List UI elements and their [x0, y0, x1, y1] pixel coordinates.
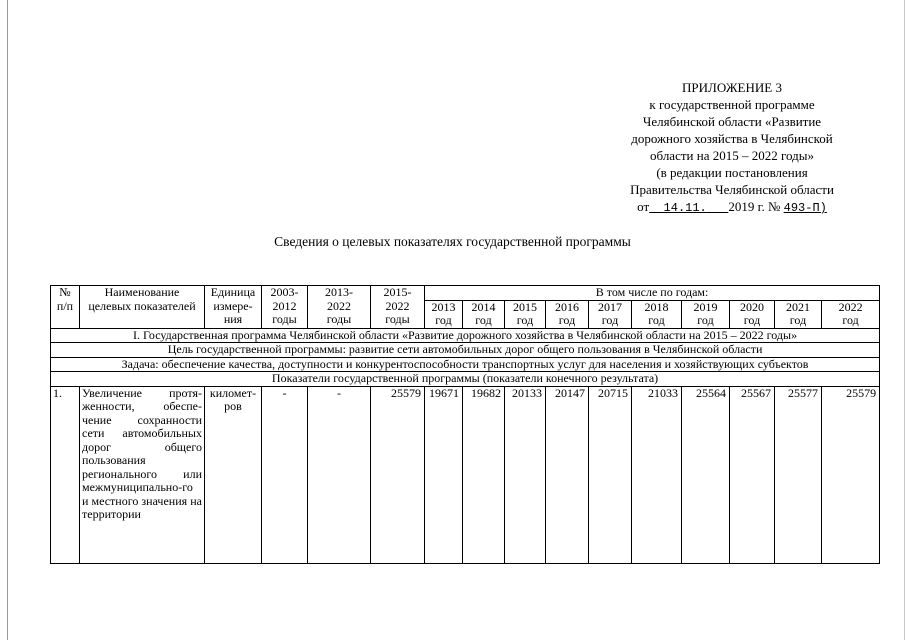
- row-value-2021: 25577: [775, 386, 822, 563]
- header-period-2003-2012: 2003- 2012 годы: [262, 286, 308, 329]
- header-year: 2014 год: [463, 300, 505, 328]
- row-period-2015-2022: 25579: [371, 386, 425, 563]
- order-prefix: от: [637, 199, 650, 214]
- appendix-line: Челябинской области «Развитие: [642, 114, 822, 129]
- header-year: 2017 год: [589, 300, 632, 328]
- order-mid: 2019 г. №: [728, 199, 781, 214]
- page-edge-line: [7, 0, 8, 640]
- row-value-2017: 20715: [589, 386, 632, 563]
- header-by-years: В том числе по годам:: [425, 286, 880, 301]
- header-year: 2019 год: [682, 300, 730, 328]
- row-value-2022: 25579: [822, 386, 880, 563]
- document-title: Сведения о целевых показателях государственной программы: [274, 234, 631, 249]
- indicators-table: [50, 285, 880, 564]
- table-row: [51, 386, 880, 563]
- header-year: 2022 год: [822, 300, 880, 328]
- order-number: 493-П): [783, 201, 827, 215]
- row-value-2018: 21033: [632, 386, 682, 563]
- order-reference: [612, 198, 852, 217]
- appendix-line: к государственной программе: [649, 97, 815, 112]
- row-value-2013: 19671: [425, 386, 463, 563]
- header-row: [51, 286, 880, 301]
- appendix-line: Правительства Челябинской области: [630, 182, 834, 197]
- header-year: 2020 год: [730, 300, 775, 328]
- header-year: 2013 год: [425, 300, 463, 328]
- appendix-title: ПРИЛОЖЕНИЕ 3: [682, 80, 782, 95]
- section-row-goal: Цель государственной программы: развитие сети автомобильных дорог общего пользования в Челябинской области: [51, 343, 880, 358]
- header-name: Наименование целевых показателей: [80, 286, 205, 329]
- header-number: № п/п: [51, 286, 80, 329]
- section-row-indicators: Показатели государственной программы (показатели конечного результата): [51, 372, 880, 387]
- row-period-2003-2012: -: [262, 386, 308, 563]
- header-year: 2016 год: [546, 300, 589, 328]
- row-number: 1.: [51, 386, 80, 563]
- row-value-2016: 20147: [546, 386, 589, 563]
- header-year: 2021 год: [775, 300, 822, 328]
- appendix-line: области на 2015 – 2022 годы»: [650, 148, 814, 163]
- row-value-2020: 25567: [730, 386, 775, 563]
- section-row-task: Задача: обеспечение качества, доступности и конкурентоспособности транспортных услуг для населения и хозяйствующих субъектов: [51, 357, 880, 372]
- row-indicator-name: Увеличение протя-женности, обеспе-чение сохранности сети автомобильных дорог общего пользования регионального или межмуниципально-го и местного значения на территории: [80, 386, 205, 563]
- row-value-2015: 20133: [505, 386, 546, 563]
- section-row-program: I. Государственная программа Челябинской области «Развитие дорожного хозяйства в Челябинской области на 2015 – 2022 годы»: [51, 328, 880, 343]
- appendix-line: дорожного хозяйства в Челябинской: [631, 131, 833, 146]
- header-period-2015-2022: 2015- 2022 годы: [371, 286, 425, 329]
- order-date: 14.11.: [663, 201, 707, 215]
- appendix-line: (в редакции постановления: [656, 165, 808, 180]
- header-year: 2018 год: [632, 300, 682, 328]
- row-value-2014: 19682: [463, 386, 505, 563]
- header-period-2013-2022: 2013- 2022 годы: [308, 286, 371, 329]
- row-unit: километ- ров: [205, 386, 262, 563]
- row-period-2013-2022: -: [308, 386, 371, 563]
- header-unit: Единица измере- ния: [205, 286, 262, 329]
- appendix-header: [612, 79, 852, 217]
- row-value-2019: 25564: [682, 386, 730, 563]
- header-year: 2015 год: [505, 300, 546, 328]
